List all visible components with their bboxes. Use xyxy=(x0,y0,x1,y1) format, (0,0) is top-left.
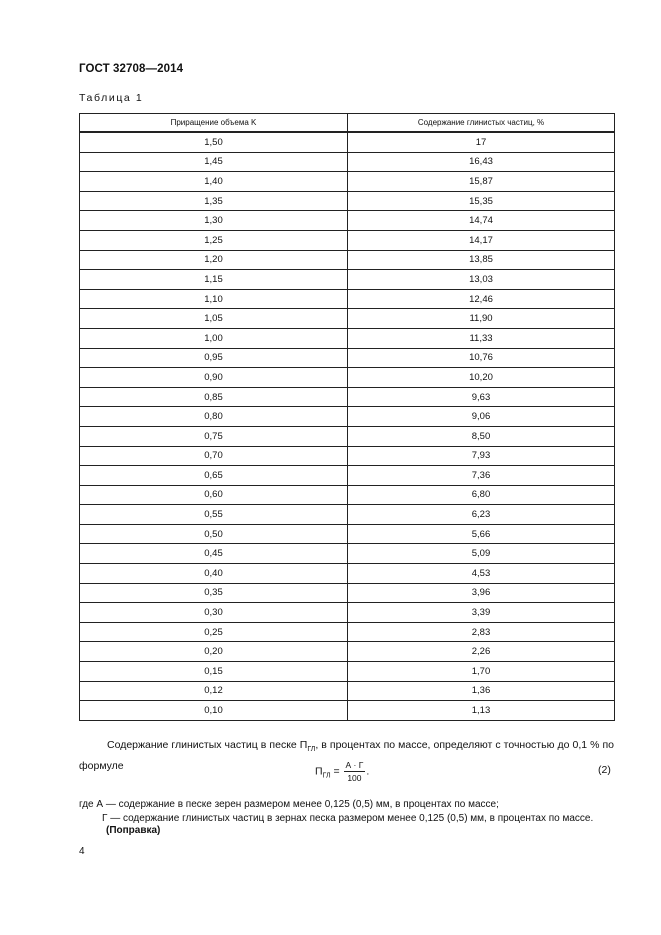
clay-content-cell: 3,39 xyxy=(348,603,615,623)
clay-content-cell: 12,46 xyxy=(348,289,615,309)
clay-content-cell: 16,43 xyxy=(348,152,615,172)
volume-increment-cell: 0,50 xyxy=(80,524,348,544)
volume-increment-cell: 0,60 xyxy=(80,485,348,505)
formula-period: . xyxy=(366,765,370,778)
table-row xyxy=(80,328,615,348)
volume-increment-cell: 1,35 xyxy=(80,191,348,211)
table-row xyxy=(80,250,615,270)
clay-content-cell: 15,87 xyxy=(348,172,615,192)
paragraph-subscript: ГЛ xyxy=(307,746,316,754)
clay-content-cell: 10,20 xyxy=(348,368,615,388)
table-row xyxy=(80,230,615,250)
volume-increment-cell: 1,45 xyxy=(80,152,348,172)
formula-lhs-subscript: ГЛ xyxy=(322,772,331,780)
volume-increment-cell: 0,10 xyxy=(80,701,348,721)
volume-increment-cell: 0,80 xyxy=(80,407,348,427)
table-row xyxy=(80,524,615,544)
clay-content-cell: 2,26 xyxy=(348,642,615,662)
formula-fraction xyxy=(344,760,366,783)
volume-increment-cell: 0,20 xyxy=(80,642,348,662)
clay-content-cell: 14,17 xyxy=(348,230,615,250)
volume-increment-cell: 0,70 xyxy=(80,446,348,466)
paragraph-text-start: Содержание глинистых частиц в песке П xyxy=(107,739,308,751)
table-row xyxy=(80,270,615,290)
table-row xyxy=(80,642,615,662)
formula-lhs: П xyxy=(315,765,323,778)
clay-content-cell: 11,90 xyxy=(348,309,615,329)
clay-content-cell: 6,80 xyxy=(348,485,615,505)
table-row xyxy=(80,583,615,603)
clay-content-cell: 8,50 xyxy=(348,426,615,446)
table-row xyxy=(80,485,615,505)
volume-increment-cell: 1,05 xyxy=(80,309,348,329)
volume-increment-cell: 0,35 xyxy=(80,583,348,603)
data-table xyxy=(79,113,615,721)
clay-content-cell: 7,93 xyxy=(348,446,615,466)
clay-content-cell: 5,09 xyxy=(348,544,615,564)
paragraph-text-end: , в процентах по массе, определяют с точностью до 0,1 % по формуле xyxy=(79,739,615,773)
table-row xyxy=(80,544,615,564)
table-row xyxy=(80,426,615,446)
clay-content-cell: 1,70 xyxy=(348,662,615,682)
volume-increment-cell: 1,40 xyxy=(80,172,348,192)
clay-content-cell: 2,83 xyxy=(348,622,615,642)
volume-increment-cell: 1,25 xyxy=(80,230,348,250)
table-row xyxy=(80,603,615,623)
volume-increment-cell: 1,50 xyxy=(80,132,348,152)
table-row xyxy=(80,309,615,329)
table-row xyxy=(80,564,615,584)
clay-content-cell: 1,36 xyxy=(348,681,615,701)
clay-content-cell: 3,96 xyxy=(348,583,615,603)
volume-increment-cell: 1,20 xyxy=(80,250,348,270)
volume-increment-cell: 0,25 xyxy=(80,622,348,642)
clay-content-cell: 5,66 xyxy=(348,524,615,544)
formula-numerator: А · Г xyxy=(345,760,364,770)
formula xyxy=(315,760,369,783)
volume-increment-cell: 0,40 xyxy=(80,564,348,584)
table-row xyxy=(80,701,615,721)
volume-increment-cell: 0,12 xyxy=(80,681,348,701)
volume-increment-cell: 1,15 xyxy=(80,270,348,290)
volume-increment-cell: 0,75 xyxy=(80,426,348,446)
table-row xyxy=(80,368,615,388)
amendment-note: (Поправка) xyxy=(106,825,161,836)
volume-increment-cell: 1,30 xyxy=(80,211,348,231)
table-row xyxy=(80,681,615,701)
equation-number: (2) xyxy=(598,764,611,776)
table-row xyxy=(80,407,615,427)
table-row xyxy=(80,622,615,642)
table-row xyxy=(80,387,615,407)
clay-content-cell: 13,03 xyxy=(348,270,615,290)
volume-increment-cell: 0,65 xyxy=(80,466,348,486)
clay-content-cell: 15,35 xyxy=(348,191,615,211)
volume-increment-cell: 0,85 xyxy=(80,387,348,407)
table-row xyxy=(80,446,615,466)
volume-increment-cell: 0,15 xyxy=(80,662,348,682)
column-header-volume-increment: Приращение объема K xyxy=(80,114,348,133)
clay-content-cell: 17 xyxy=(348,132,615,152)
clay-content-cell: 10,76 xyxy=(348,348,615,368)
definition-a: где А — содержание в песке зерен размером менее 0,125 (0,5) мм, в процентах по массе; xyxy=(79,799,499,810)
volume-increment-cell: 0,30 xyxy=(80,603,348,623)
table-row xyxy=(80,505,615,525)
document-code: ГОСТ 32708—2014 xyxy=(79,63,184,75)
clay-content-cell: 4,53 xyxy=(348,564,615,584)
volume-increment-cell: 0,45 xyxy=(80,544,348,564)
table-row xyxy=(80,348,615,368)
clay-content-cell: 9,06 xyxy=(348,407,615,427)
formula-equals: = xyxy=(330,765,343,778)
clay-content-cell: 11,33 xyxy=(348,328,615,348)
table-row xyxy=(80,191,615,211)
clay-content-cell: 14,74 xyxy=(348,211,615,231)
volume-increment-cell: 1,00 xyxy=(80,328,348,348)
volume-increment-cell: 1,10 xyxy=(80,289,348,309)
table-row xyxy=(80,289,615,309)
volume-increment-cell: 0,90 xyxy=(80,368,348,388)
table-caption: Таблица 1 xyxy=(79,92,144,104)
clay-content-cell: 6,23 xyxy=(348,505,615,525)
table-row xyxy=(80,466,615,486)
clay-content-cell: 9,63 xyxy=(348,387,615,407)
volume-increment-cell: 0,95 xyxy=(80,348,348,368)
table-row xyxy=(80,211,615,231)
formula-denominator: 100 xyxy=(347,773,362,783)
table-row xyxy=(80,172,615,192)
table-header-row xyxy=(80,114,615,133)
volume-increment-cell: 0,55 xyxy=(80,505,348,525)
clay-content-cell: 7,36 xyxy=(348,466,615,486)
table-row xyxy=(80,132,615,152)
clay-content-cell: 1,13 xyxy=(348,701,615,721)
page-number: 4 xyxy=(79,846,85,857)
column-header-clay-content: Содержание глинистых частиц, % xyxy=(348,114,615,133)
clay-content-cell: 13,85 xyxy=(348,250,615,270)
definition-g: Г — содержание глинистых частиц в зернах песка размером менее 0,125 (0,5) мм, в процентах по массе. xyxy=(102,813,594,824)
table-row xyxy=(80,662,615,682)
table-row xyxy=(80,152,615,172)
